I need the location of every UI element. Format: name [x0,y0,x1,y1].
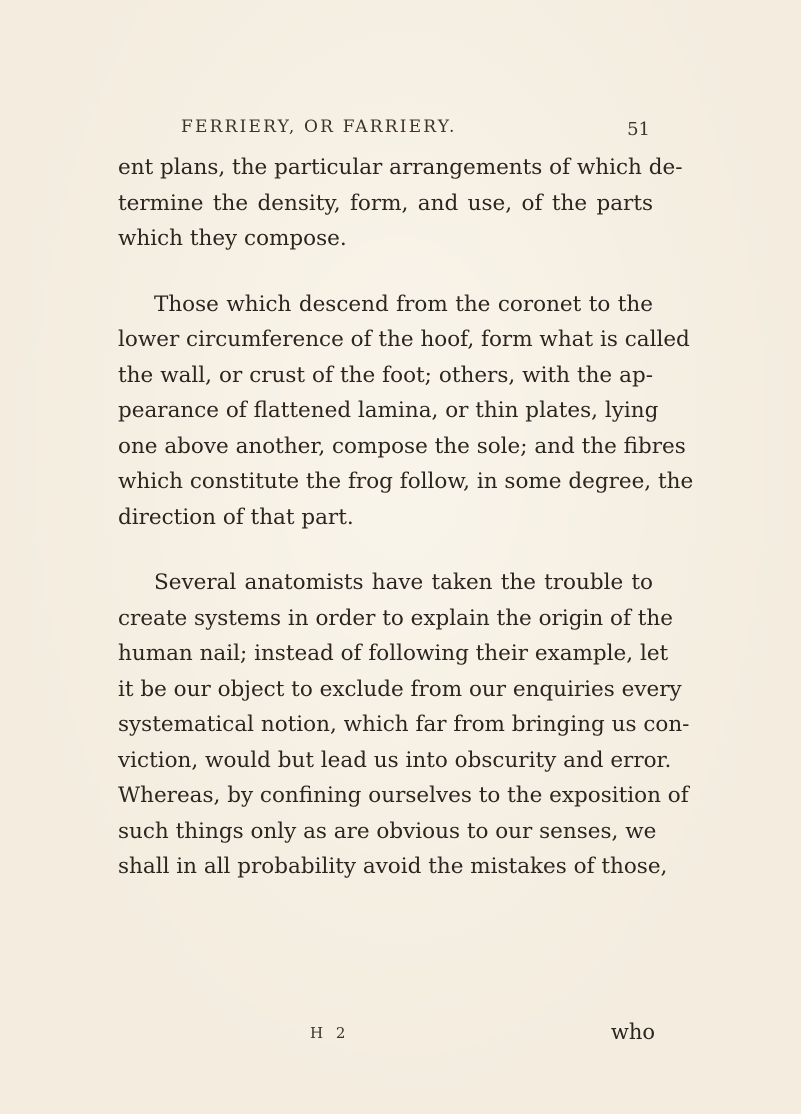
text-line: it be our object to exclude from our enquiries every [118,676,682,702]
text-line: human nail; instead of following their example, let [118,641,669,666]
paragraph-1 [118,150,683,257]
text-line: which constitute the frog follow, in some degree, the [118,469,694,494]
page-number: 51 [627,119,650,140]
paragraph-2 [118,287,694,536]
text-line: viction, would but lead us into obscurity and error. [118,747,672,773]
text-line: ent plans, the particular arrangements of which de- [118,155,683,180]
text-line: Whereas, by confining ourselves to the exposition of [118,783,689,808]
text-line: Those which descend from the coronet to the [154,291,653,317]
page-footer [310,1020,655,1050]
text-line: Several anatomists have taken the trouble to [154,570,653,595]
paragraph-3 [118,565,690,885]
running-head: FERRIERY, OR FARRIERY. [181,117,457,137]
text-line: systematical notion, which far from bringing us con- [118,712,690,737]
body-text [118,150,694,885]
text-line: lower circumference of the hoof, form what is called [118,327,690,352]
text-line: one above another, compose the sole; and the fibres [118,433,686,459]
text-line: shall in all probability avoid the mistakes of those, [118,854,668,879]
page-header [145,117,650,147]
text-line: pearance of flattened lamina, or thin plates, lying [118,398,659,423]
catchword: who [610,1020,655,1044]
text-line: which they compose. [118,226,347,251]
text-line: termine the density, form, and use, of the parts [118,190,653,216]
signature-mark: H 2 [310,1024,350,1042]
text-line: such things only as are obvious to our senses, we [118,818,657,844]
text-line: create systems in order to explain the origin of the [118,605,673,631]
text-line: direction of that part. [118,504,354,530]
text-line: the wall, or crust of the foot; others, with the ap- [118,362,653,388]
